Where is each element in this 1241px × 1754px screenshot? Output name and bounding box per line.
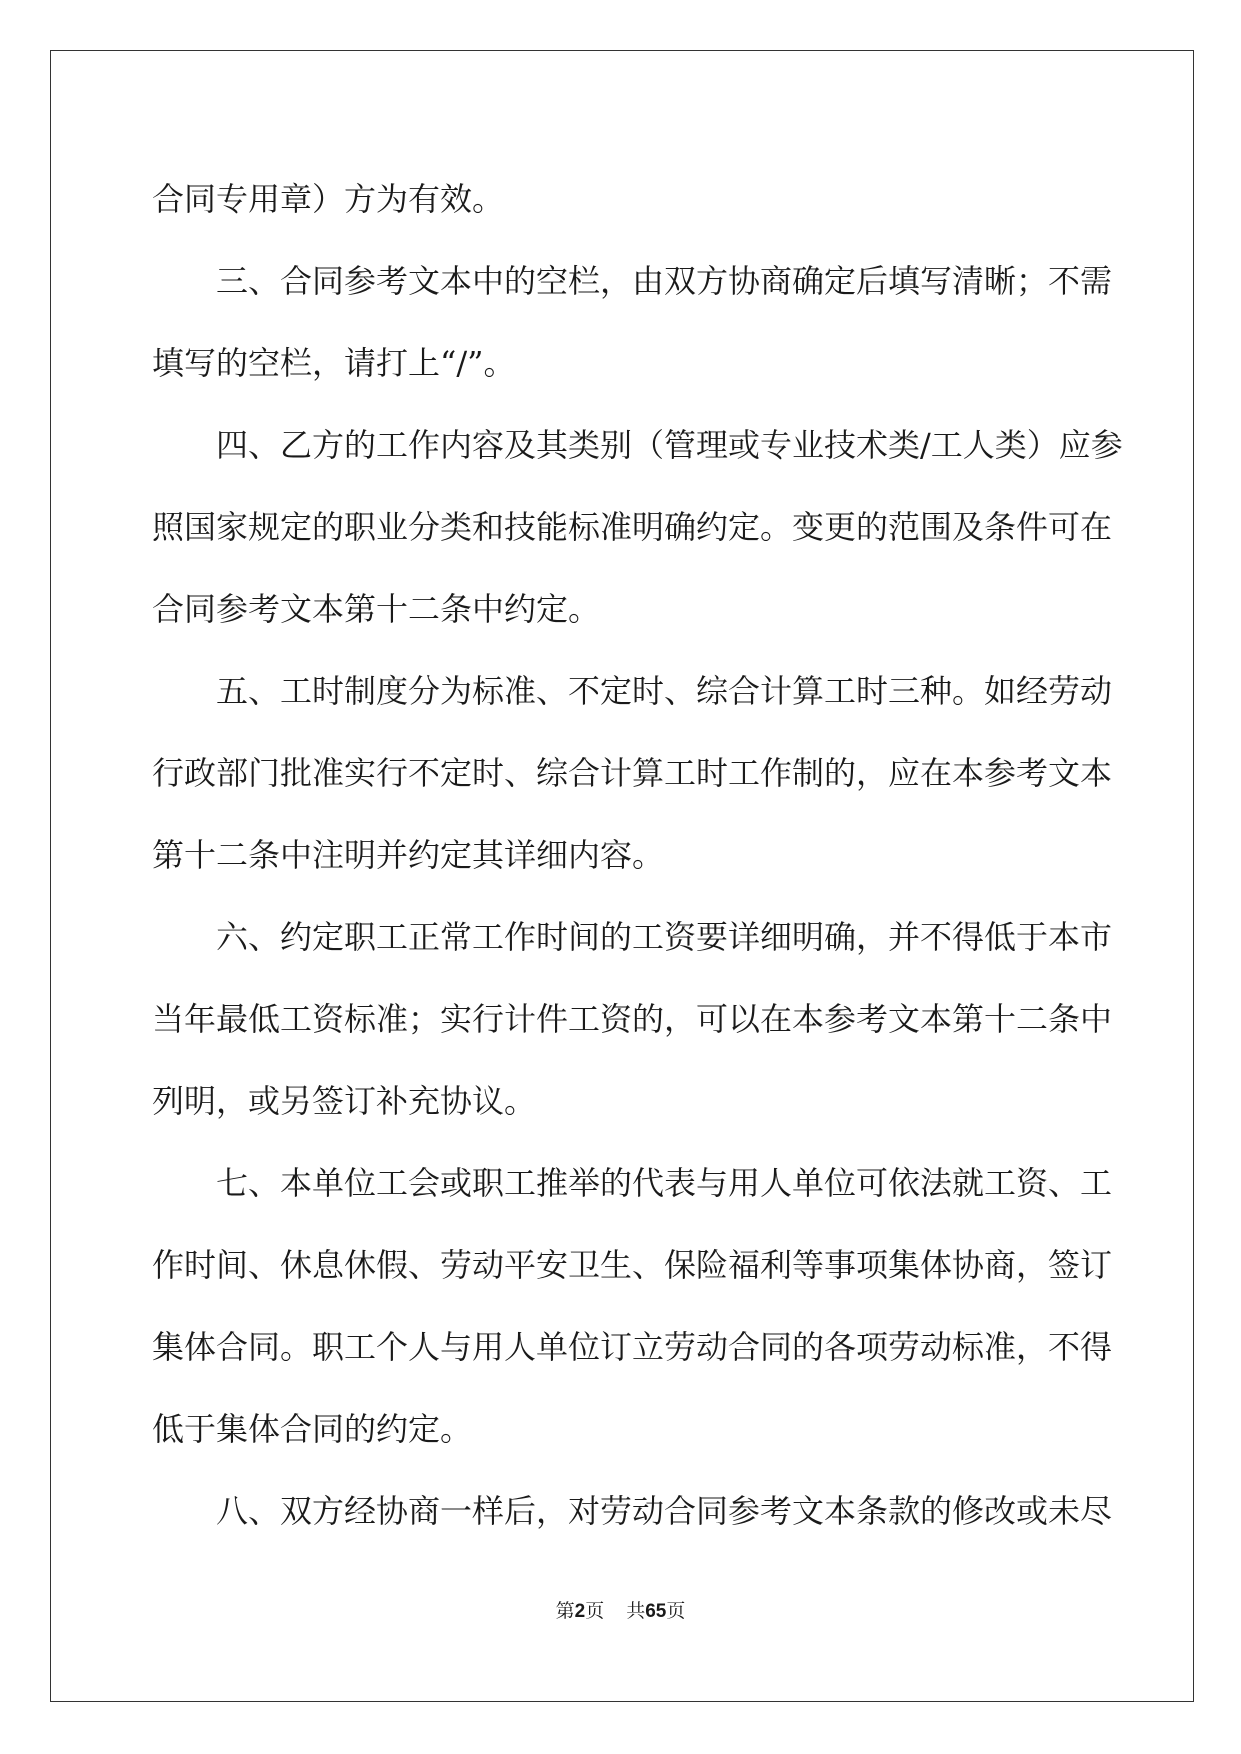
document-line: 七、本单位工会或职工推举的代表与用人单位可依法就工资、工: [216, 1164, 1113, 1202]
document-line: 照国家规定的职业分类和技能标准明确约定。变更的范围及条件可在: [152, 508, 1113, 546]
document-line: 集体合同。职工个人与用人单位订立劳动合同的各项劳动标准，不得: [152, 1328, 1113, 1366]
document-line: 合同专用章）方为有效。: [152, 180, 505, 218]
document-line: 合同参考文本第十二条中约定。: [152, 590, 601, 628]
document-line: 当年最低工资标准；实行计件工资的，可以在本参考文本第十二条中: [152, 1000, 1113, 1038]
footer-total-prefix: 共: [626, 1600, 646, 1622]
document-line: 第十二条中注明并约定其详细内容。: [152, 836, 665, 874]
page-footer: [0, 1596, 1241, 1623]
footer-page-suffix: 页: [585, 1600, 605, 1622]
document-line: 五、工时制度分为标准、不定时、综合计算工时三种。如经劳动: [216, 672, 1113, 710]
document-line: 低于集体合同的约定。: [152, 1410, 473, 1448]
footer-page-prefix: 第: [555, 1600, 575, 1622]
document-body: [152, 158, 1123, 1552]
document-line: 三、合同参考文本中的空栏，由双方协商确定后填写清晰；不需: [216, 262, 1113, 300]
footer-page-number: 2: [574, 1601, 586, 1622]
document-line: 四、乙方的工作内容及其类别（管理或专业技术类/工人类）应参: [216, 426, 1123, 464]
footer-total-pages: 65: [645, 1601, 667, 1622]
document-line: 六、约定职工正常工作时间的工资要详细明确，并不得低于本市: [216, 918, 1113, 956]
document-line: 填写的空栏，请打上“/”。: [152, 344, 516, 382]
document-line: 作时间、休息休假、劳动平安卫生、保险福利等事项集体协商，签订: [152, 1246, 1113, 1284]
document-line: 八、双方经协商一样后，对劳动合同参考文本条款的修改或未尽: [216, 1492, 1113, 1530]
document-line: 列明，或另签订补充协议。: [152, 1082, 537, 1120]
footer-total-suffix: 页: [666, 1600, 686, 1622]
document-line: 行政部门批准实行不定时、综合计算工时工作制的，应在本参考文本: [152, 754, 1113, 792]
